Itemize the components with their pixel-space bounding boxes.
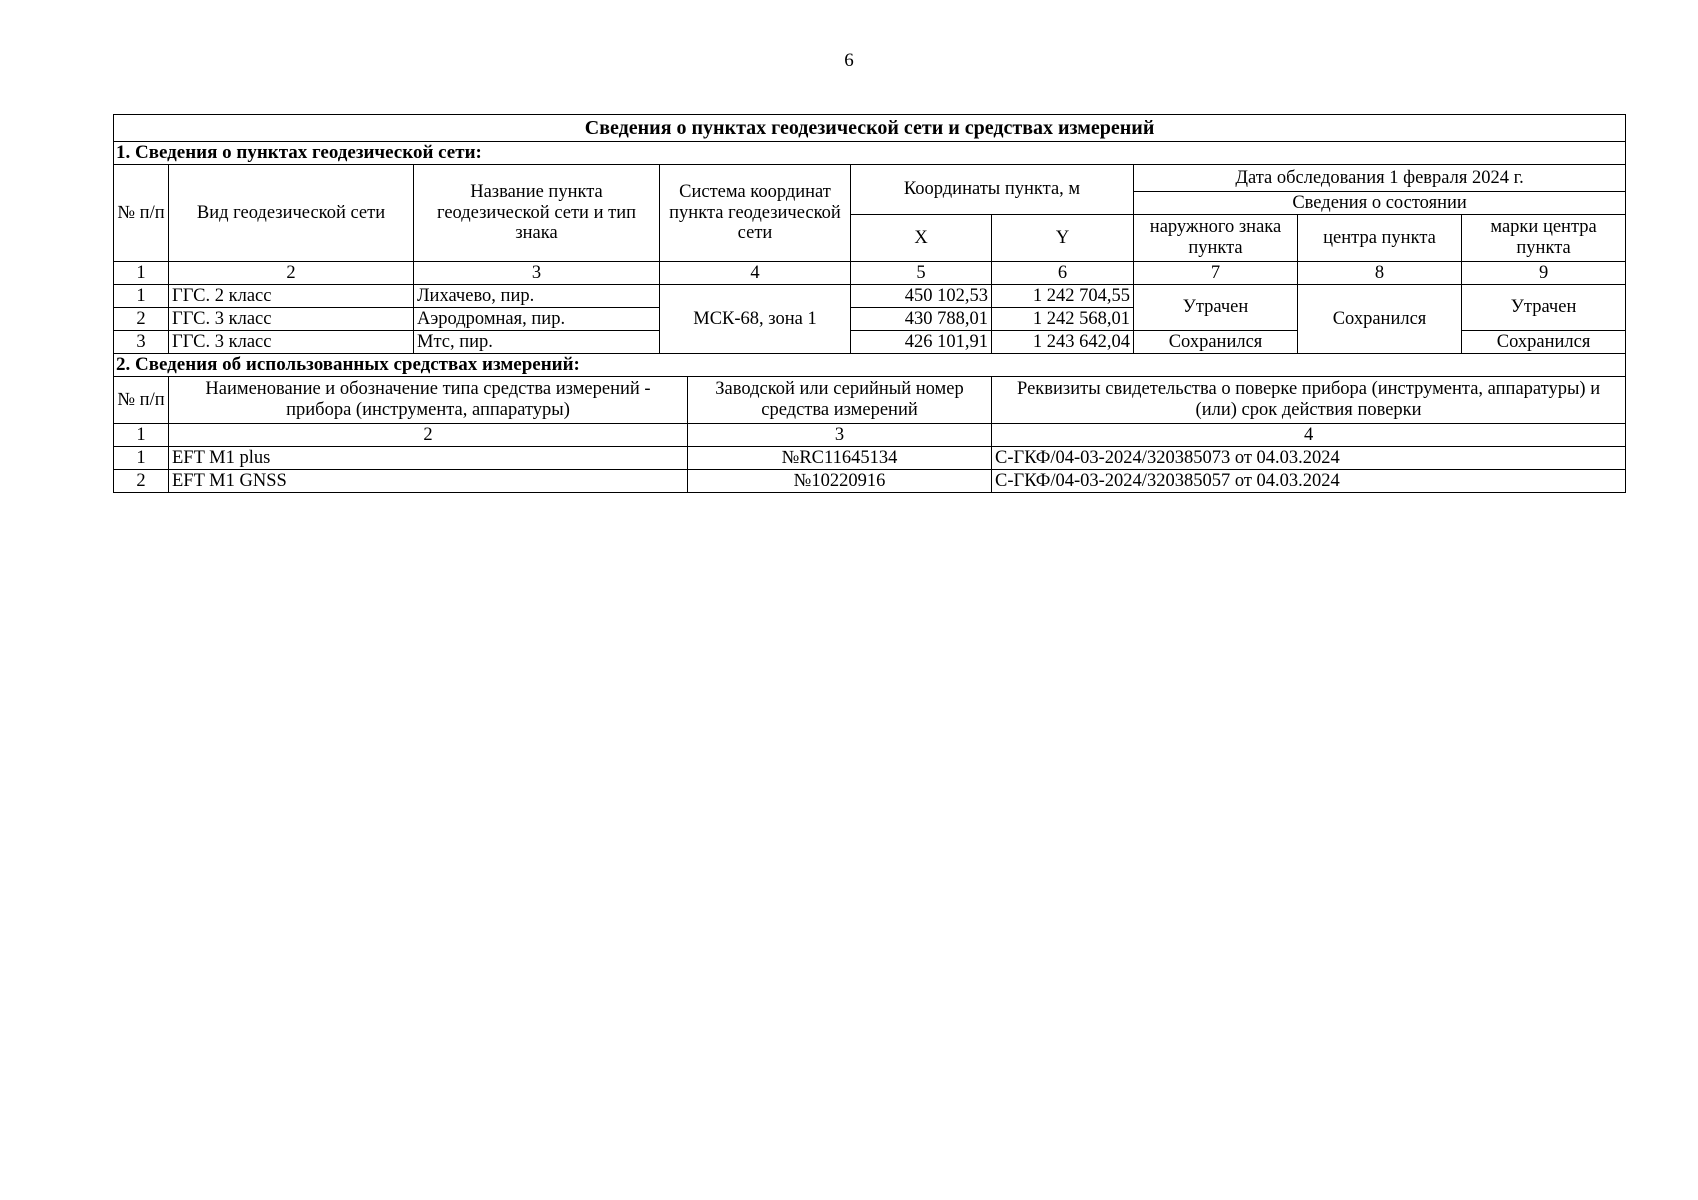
column-number: 1 — [114, 262, 169, 285]
instrument-serial: №RC11645134 — [688, 447, 992, 470]
instrument-certificate: С-ГКФ/04-03-2024/320385073 от 04.03.2024 — [992, 447, 1626, 470]
header-instrument-num: № п/п — [114, 377, 169, 424]
header-point-name: Название пункта геодезической сети и тип знака — [414, 165, 660, 262]
column-number: 7 — [1134, 262, 1298, 285]
instrument-certificate: С-ГКФ/04-03-2024/320385057 от 04.03.2024 — [992, 470, 1626, 493]
header-network-type: Вид геодезической сети — [169, 165, 414, 262]
header-y: Y — [992, 215, 1134, 262]
section1-title: 1. Сведения о пунктах геодезической сети: — [114, 142, 1626, 165]
row-point-name: Лихачево, пир. — [414, 285, 660, 308]
instrument-serial: №10220916 — [688, 470, 992, 493]
header-coord-system: Система координат пункта геодезической сети — [660, 165, 851, 262]
table-row — [114, 470, 1626, 493]
header-state-info: Сведения о состоянии — [1134, 192, 1626, 215]
row-y: 1 242 704,55 — [992, 285, 1134, 308]
header-num: № п/п — [114, 165, 169, 262]
table-row — [114, 285, 1626, 308]
state-outer-sign: Утрачен — [1134, 285, 1298, 331]
column-number: 6 — [992, 262, 1134, 285]
column-number: 1 — [114, 424, 169, 447]
instrument-num: 2 — [114, 470, 169, 493]
column-number: 5 — [851, 262, 992, 285]
geodetic-info-table — [113, 114, 1626, 493]
row-network-type: ГГС. 3 класс — [169, 331, 414, 354]
column-number: 4 — [992, 424, 1626, 447]
page-number: 6 — [844, 50, 854, 71]
header-center: центра пункта — [1298, 215, 1462, 262]
row-x: 450 102,53 — [851, 285, 992, 308]
column-number: 4 — [660, 262, 851, 285]
table-row — [114, 447, 1626, 470]
row-num: 3 — [114, 331, 169, 354]
column-number: 2 — [169, 262, 414, 285]
header-instrument: Наименование и обозначение типа средства измерений - прибора (инструмента, аппаратуры) — [169, 377, 688, 424]
row-x: 430 788,01 — [851, 308, 992, 331]
row-y: 1 242 568,01 — [992, 308, 1134, 331]
state-outer-sign: Сохранился — [1134, 331, 1298, 354]
row-x: 426 101,91 — [851, 331, 992, 354]
header-survey-date: Дата обследования 1 февраля 2024 г. — [1134, 165, 1626, 192]
state-center-mark: Сохранился — [1462, 331, 1626, 354]
row-num: 1 — [114, 285, 169, 308]
column-number: 3 — [414, 262, 660, 285]
state-center-mark: Утрачен — [1462, 285, 1626, 331]
column-number: 2 — [169, 424, 688, 447]
row-network-type: ГГС. 2 класс — [169, 285, 414, 308]
state-center: Сохранился — [1298, 285, 1462, 354]
row-num: 2 — [114, 308, 169, 331]
column-number: 3 — [688, 424, 992, 447]
header-coordinates: Координаты пункта, м — [851, 165, 1134, 215]
instrument-num: 1 — [114, 447, 169, 470]
row-y: 1 243 642,04 — [992, 331, 1134, 354]
section2-title: 2. Сведения об использованных средствах измерений: — [114, 354, 1626, 377]
row-point-name: Мтс, пир. — [414, 331, 660, 354]
column-number: 9 — [1462, 262, 1626, 285]
header-center-mark: марки центра пункта — [1462, 215, 1626, 262]
row-point-name: Аэродромная, пир. — [414, 308, 660, 331]
instrument-name: EFT M1 plus — [169, 447, 688, 470]
table-title: Сведения о пунктах геодезической сети и средствах измерений — [114, 115, 1626, 142]
row-network-type: ГГС. 3 класс — [169, 308, 414, 331]
instrument-name: EFT M1 GNSS — [169, 470, 688, 493]
header-x: X — [851, 215, 992, 262]
header-certificate: Реквизиты свидетельства о поверке прибора (инструмента, аппаратуры) и (или) срок действия поверки — [992, 377, 1626, 424]
header-serial: Заводской или серийный номер средства измерений — [688, 377, 992, 424]
row-coord-system: МСК-68, зона 1 — [660, 285, 851, 354]
header-outer-sign: наружного знака пункта — [1134, 215, 1298, 262]
column-number: 8 — [1298, 262, 1462, 285]
